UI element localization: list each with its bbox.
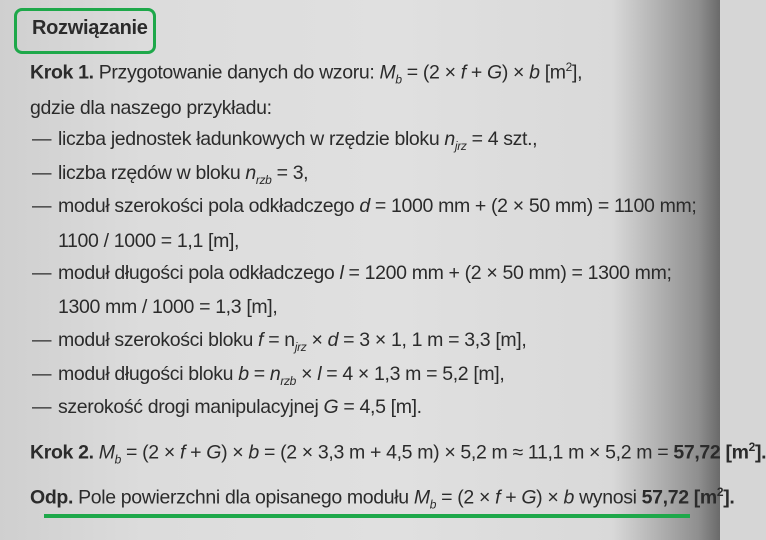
list-dash: — (32, 329, 52, 351)
item-var: n (269, 363, 281, 385)
step1-line (30, 60, 582, 86)
step2-label: Krok 2. (30, 441, 94, 464)
list-item-continuation: 1300 mm / 1000 = 1,3 [m], (58, 296, 278, 318)
item-text: liczba rzędów w bloku (58, 162, 246, 184)
formula-var-b: b (563, 486, 574, 509)
list-item (58, 329, 526, 354)
list-dash: — (32, 162, 52, 184)
list-item-continuation: 1100 / 1000 = 1,1 [m], (58, 230, 240, 252)
formula-part: = (2 × (120, 441, 180, 464)
item-var: b (238, 363, 249, 385)
item-value: = 3 × 1, 1 m = 3,3 [m], (338, 329, 527, 351)
item-var: n (245, 162, 256, 184)
answer-text: wynosi (574, 486, 642, 509)
formula-part: + (500, 486, 522, 509)
list-item (58, 363, 504, 388)
result-end: ]. (754, 441, 766, 464)
formula-var-f: f (460, 61, 466, 84)
item-part: = n (263, 329, 295, 351)
list-item (58, 128, 537, 153)
result-exp: 2 (716, 485, 724, 499)
formula-sub-b: b (429, 497, 437, 512)
formula-part: = (2 × (401, 61, 461, 84)
item-sub: rzb (280, 373, 296, 388)
item-text: moduł długości pola odkładczego (58, 262, 340, 284)
formula-part: + (465, 61, 487, 84)
list-dash: — (32, 396, 52, 418)
list-item (58, 195, 696, 218)
formula-var-G: G (206, 441, 222, 464)
answer-label: Odp. (30, 486, 74, 509)
item-var: G (323, 396, 339, 418)
answer-text: Pole powierzchni dla opisanego modułu (73, 486, 414, 509)
formula-unit: [m (539, 61, 566, 84)
item-value: = 1000 mm + (2 × 50 mm) = 1100 mm; (369, 195, 697, 217)
formula-computation: = (2 × 3,3 m + 4,5 m) × 5,2 m ≈ 11,1 m × 5,2 m = (258, 441, 674, 464)
formula-var-f: f (179, 441, 186, 464)
item-text: moduł szerokości pola odkładczego (58, 195, 360, 217)
formula-var-M: M (98, 441, 115, 464)
formula-var-M: M (379, 61, 396, 84)
item-value: = 4 × 1,3 m = 5,2 [m], (321, 363, 505, 385)
formula-part: ) × (536, 486, 564, 509)
item-var: f (258, 329, 264, 351)
item-value: = 1200 mm + (2 × 50 mm) = 1300 mm; (343, 262, 672, 284)
formula-unit-end: ], (572, 61, 583, 84)
formula-part: + (185, 441, 207, 464)
formula-part: ) × (501, 61, 530, 84)
list-dash: — (32, 128, 52, 150)
item-sub: jrz (294, 339, 307, 354)
result-end: ]. (723, 486, 735, 509)
where-line: gdzie dla naszego przykładu: (30, 97, 272, 119)
section-title: Rozwiązanie (32, 17, 148, 39)
item-text: liczba jednostek ładunkowych w rzędzie bloku (58, 128, 445, 150)
step2-line (30, 440, 766, 466)
list-dash: — (32, 262, 52, 284)
formula-var-M: M (413, 486, 430, 509)
item-part: × (306, 329, 328, 351)
item-part: = (248, 363, 270, 385)
step1-intro: Przygotowanie danych do wzoru: (98, 61, 380, 84)
list-item (58, 262, 672, 285)
result-exp: 2 (748, 440, 755, 454)
formula-unit-exp: 2 (565, 60, 572, 74)
item-sub: jrz (454, 138, 467, 153)
formula-part: ) × (221, 441, 249, 464)
step1-label: Krok 1. (30, 61, 94, 84)
formula-part: = (2 × (436, 486, 496, 509)
item-var: d (359, 195, 370, 217)
item-var: l (339, 262, 344, 284)
answer-result: 57,72 [m (641, 486, 717, 509)
formula-var-f: f (495, 486, 501, 509)
item-sub: rzb (255, 172, 272, 187)
formula-var-G: G (521, 486, 537, 509)
formula-var-b: b (529, 61, 540, 84)
item-value: = 3, (271, 162, 309, 184)
item-text: moduł długości bloku (58, 363, 239, 385)
formula-var-G: G (486, 61, 502, 84)
list-item (58, 162, 308, 187)
step2-result: 57,72 [m (673, 441, 749, 464)
list-dash: — (32, 363, 52, 385)
item-var: n (444, 128, 455, 150)
list-item (58, 396, 422, 419)
item-var: l (317, 363, 322, 385)
item-part: × (296, 363, 318, 385)
formula-sub-b: b (395, 72, 402, 87)
formula-var-b: b (248, 441, 259, 464)
formula-sub-b: b (114, 452, 121, 467)
item-value: = 4 szt., (466, 128, 538, 150)
item-text: moduł szerokości bloku (58, 329, 259, 351)
item-var: d (327, 329, 339, 351)
answer-line (30, 485, 734, 511)
item-value: = 4,5 [m]. (338, 396, 422, 418)
answer-underline (44, 514, 690, 518)
item-text: szerokość drogi manipulacyjnej (58, 396, 324, 418)
list-dash: — (32, 195, 52, 217)
